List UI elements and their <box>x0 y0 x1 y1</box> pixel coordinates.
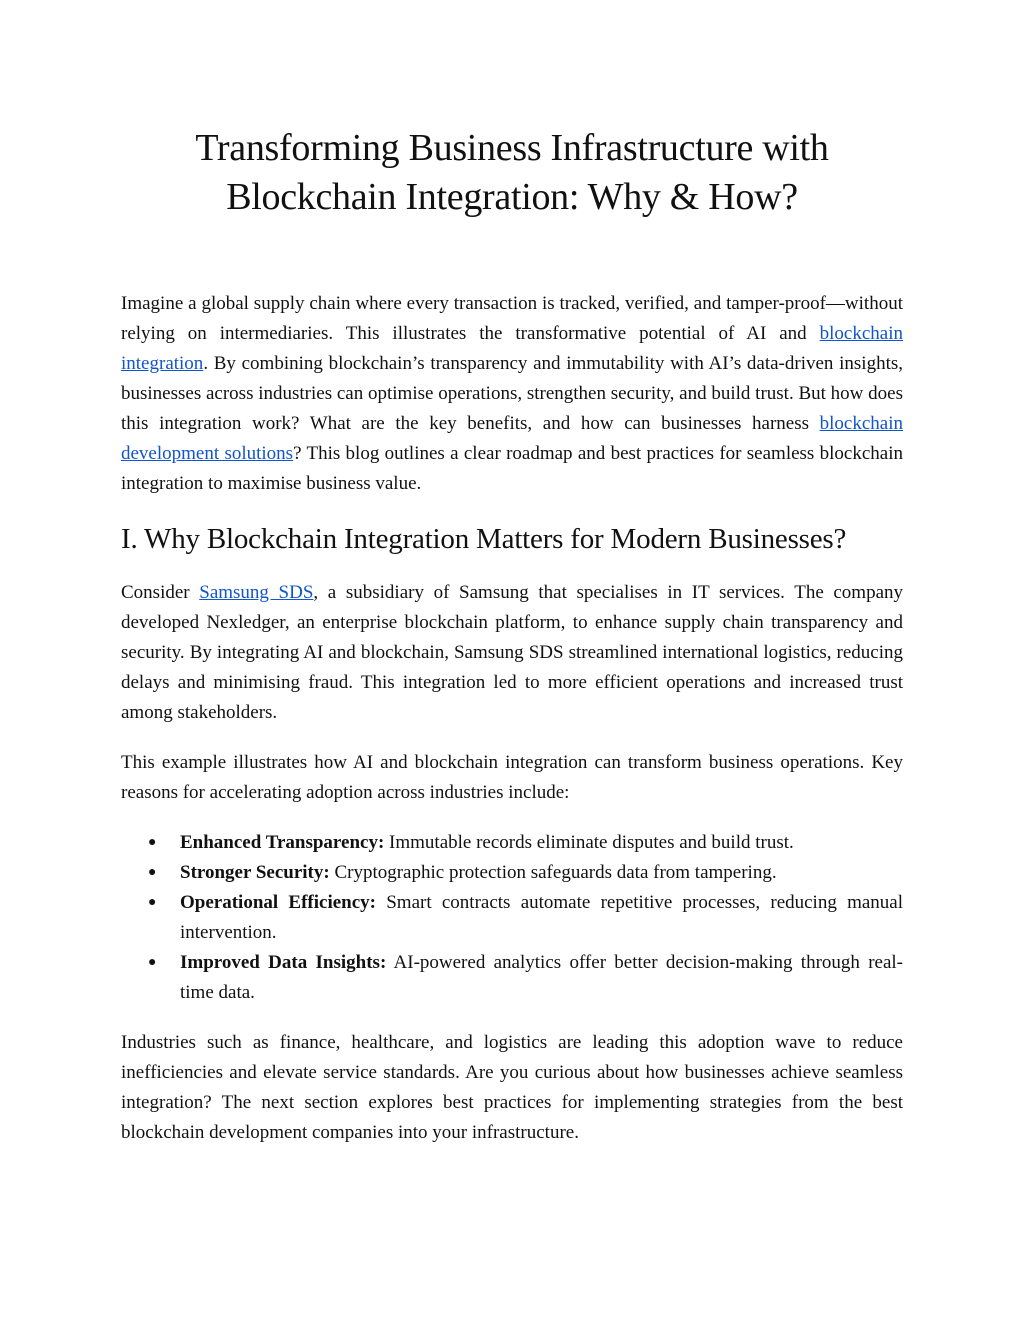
list-item <box>148 888 904 948</box>
intro-paragraph <box>121 289 903 499</box>
benefits-list <box>121 828 903 1008</box>
list-item-label: Improved Data Insights: <box>180 952 387 973</box>
bullet-icon: ● <box>148 955 157 970</box>
bullet-icon: ● <box>148 835 157 850</box>
samsung-text-2: , a subsidiary of Samsung that specialises in IT services. The company developed Nexledger, an enterprise blockchain platform, to enhance supply chain transparency and security. By integrating AI and blockchain, Samsung SDS streamlined international logistics, reducing delays and minimising fraud. This integration led to more efficient operations and increased trust among stakeholders. <box>121 582 904 723</box>
intro-text-1: Imagine a global supply chain where every transaction is tracked, verified, and tamper-proof—without relying on intermediaries. This illustrates the transformative potential of AI and <box>121 293 903 344</box>
list-item-label: Stronger Security: <box>180 862 330 883</box>
bullet-icon: ● <box>148 895 157 910</box>
industries-paragraph: Industries such as finance, healthcare, and logistics are leading this adoption wave to reduce inefficiencies and elevate service standards. Are you curious about how businesses achieve seamless integration? The next section explores best practices for implementing strategies from the best blockchain development companies into your infrastructure. <box>121 1032 903 1143</box>
list-item <box>148 948 903 1008</box>
list-item <box>148 828 903 858</box>
samsung-text-1: Consider <box>121 582 200 603</box>
bullet-icon: ● <box>148 865 157 880</box>
list-item-label: Enhanced Transparency: <box>180 832 385 853</box>
samsung-paragraph <box>121 578 903 728</box>
page-title: Transforming Business Infrastructure with Blockchain Integration: Why & How? <box>195 127 829 218</box>
blockchain-development-solutions-link[interactable]: blockchain development solutions <box>121 413 903 464</box>
list-item-text: Smart contracts automate repetitive processes, reducing manual intervention. <box>180 892 904 943</box>
example-paragraph: This example illustrates how AI and blockchain integration can transform business operations. Key reasons for accelerating adoption across industries include: <box>121 752 903 803</box>
list-item-text: Immutable records eliminate disputes and build trust. <box>384 832 794 853</box>
list-item-text: Cryptographic protection safeguards data from tampering. <box>329 862 777 883</box>
samsung-sds-link[interactable]: Samsung SDS <box>199 582 314 603</box>
list-item-text: AI-powered analytics offer better decision-making through real-time data. <box>180 952 903 1003</box>
intro-text-3: ? This blog outlines a clear roadmap and best practices for seamless blockchain integration to maximise business value. <box>121 443 903 494</box>
blockchain-integration-link[interactable]: blockchain integration <box>121 323 903 374</box>
section-heading: I. Why Blockchain Integration Matters for Modern Businesses? <box>121 523 847 555</box>
list-item-label: Operational Efficiency: <box>180 892 376 913</box>
intro-text-2: . By combining blockchain’s transparency and immutability with AI’s data-driven insights, businesses across industries can optimise operations, strengthen security, and build trust. But how does this integration work? What are the key benefits, and how can businesses harness <box>121 353 903 434</box>
list-item <box>148 858 903 888</box>
